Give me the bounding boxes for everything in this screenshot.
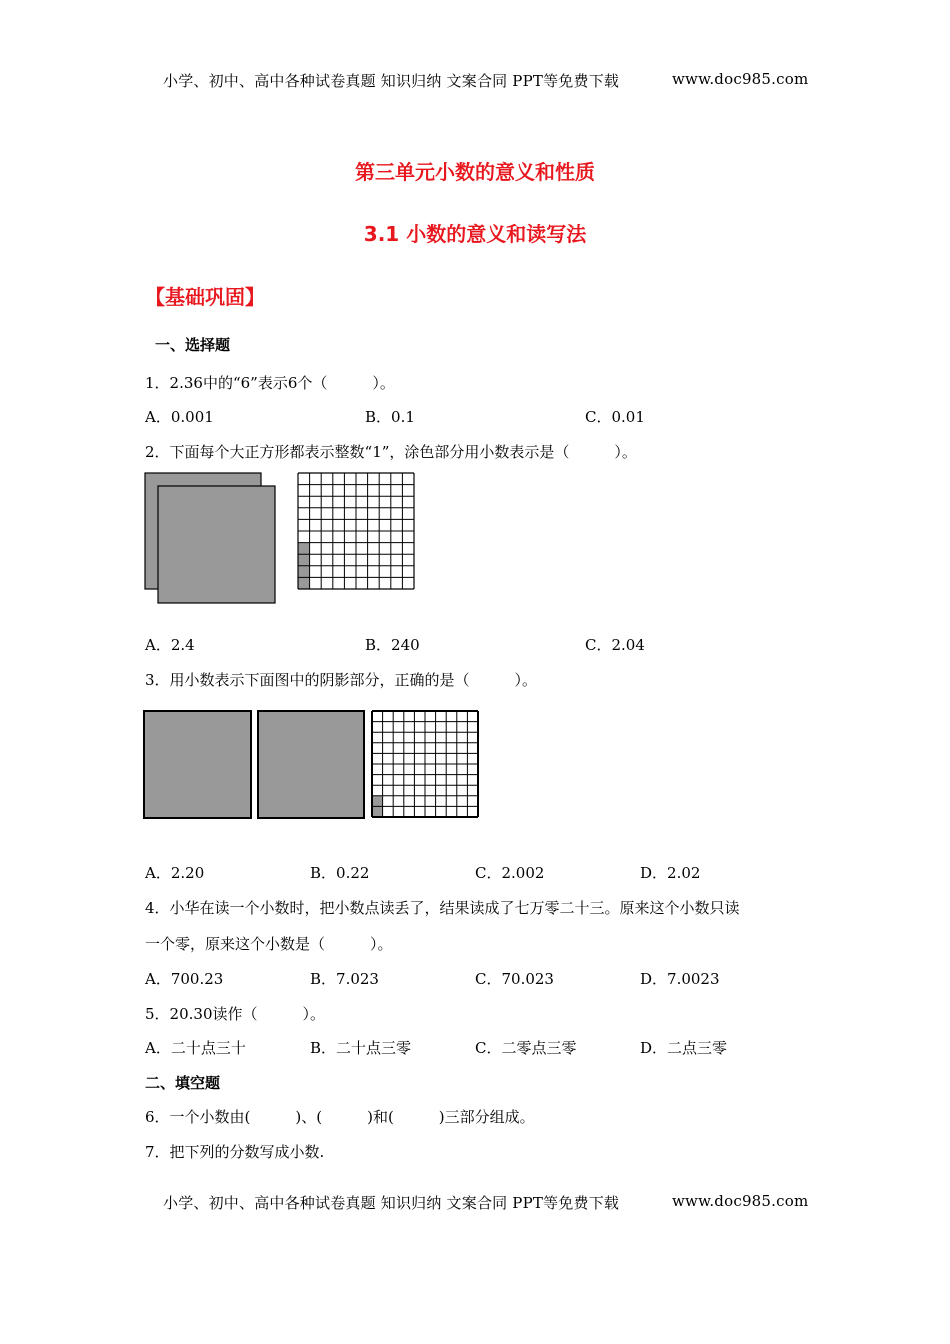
question-4-option-c: C．70.023 [475, 970, 554, 988]
question-1-option-c: C．0.01 [585, 408, 645, 426]
question-3-option-b: B．0.22 [310, 864, 370, 882]
header-text: 小学、初中、高中各种试卷真题 知识归纳 文案合同 PPT等免费下载 [163, 72, 620, 90]
question-3-figure [140, 706, 485, 824]
question-5-option-c: C．二零点三零 [475, 1039, 577, 1057]
q2-shaded-cell [298, 577, 310, 589]
question-3-option-d: D．2.02 [640, 864, 701, 882]
basic-consolidation-label: 【基础巩固】 [145, 285, 265, 309]
q2-shaded-cell [298, 554, 310, 566]
q3-full-square-1 [144, 711, 251, 818]
q3-full-square-2 [258, 711, 364, 818]
question-1-option-a: A．0.001 [145, 408, 214, 426]
q3-shaded-cell [372, 796, 383, 807]
question-3-option-a: A．2.20 [145, 864, 205, 882]
question-5-option-b: B．二十点三零 [310, 1039, 412, 1057]
q2-hundred-grid [298, 473, 414, 589]
question-2-option-c: C．2.04 [585, 636, 645, 654]
question-3-option-c: C．2.002 [475, 864, 545, 882]
footer-url[interactable]: www.doc985.com [672, 1192, 809, 1210]
footer-text: 小学、初中、高中各种试卷真题 知识归纳 文案合同 PPT等免费下载 [163, 1194, 620, 1212]
question-3-stem: 3．用小数表示下面图中的阴影部分，正确的是（ ）。 [145, 671, 538, 689]
question-4-option-d: D．7.0023 [640, 970, 720, 988]
section-fill-heading: 二、填空题 [145, 1074, 221, 1092]
q2-shaded-cell [298, 543, 310, 555]
question-4-option-a: A．700.23 [145, 970, 224, 988]
q3-hundred-grid [372, 711, 478, 817]
question-7-stem: 7．把下列的分数写成小数. [145, 1143, 325, 1161]
unit-title: 第三单元小数的意义和性质 [355, 160, 595, 184]
question-4-option-b: B．7.023 [310, 970, 379, 988]
q2-shaded-cell [298, 566, 310, 578]
question-5-stem: 5．20.30读作（ ）。 [145, 1005, 325, 1023]
lesson-title: 3.1 小数的意义和读写法 [363, 222, 587, 246]
question-2-option-b: B．240 [365, 636, 420, 654]
question-4-stem-line1: 4．小华在读一个小数时，把小数点读丢了，结果读成了七万零二十三。原来这个小数只读 [145, 899, 740, 917]
question-5-option-d: D．二点三零 [640, 1039, 728, 1057]
question-5-option-a: A．二十点三十 [145, 1039, 246, 1057]
question-1-option-b: B．0.1 [365, 408, 415, 426]
section-choice-heading: 一、选择题 [155, 336, 231, 354]
q3-shaded-cell [372, 806, 383, 817]
question-2-option-a: A．2.4 [145, 636, 195, 654]
question-4-stem-line2: 一个零，原来这个小数是（ ）。 [145, 935, 393, 953]
header-url[interactable]: www.doc985.com [672, 70, 809, 88]
question-2-figure [140, 468, 430, 608]
question-2-stem: 2．下面每个大正方形都表示整数“1”，涂色部分用小数表示是（ ）。 [145, 443, 637, 461]
question-6-stem: 6．一个小数由( )、( )和( )三部分组成。 [145, 1108, 535, 1126]
q2-full-square-2 [158, 486, 275, 603]
question-1-stem: 1．2.36中的“6”表示6个（ ）。 [145, 374, 395, 392]
